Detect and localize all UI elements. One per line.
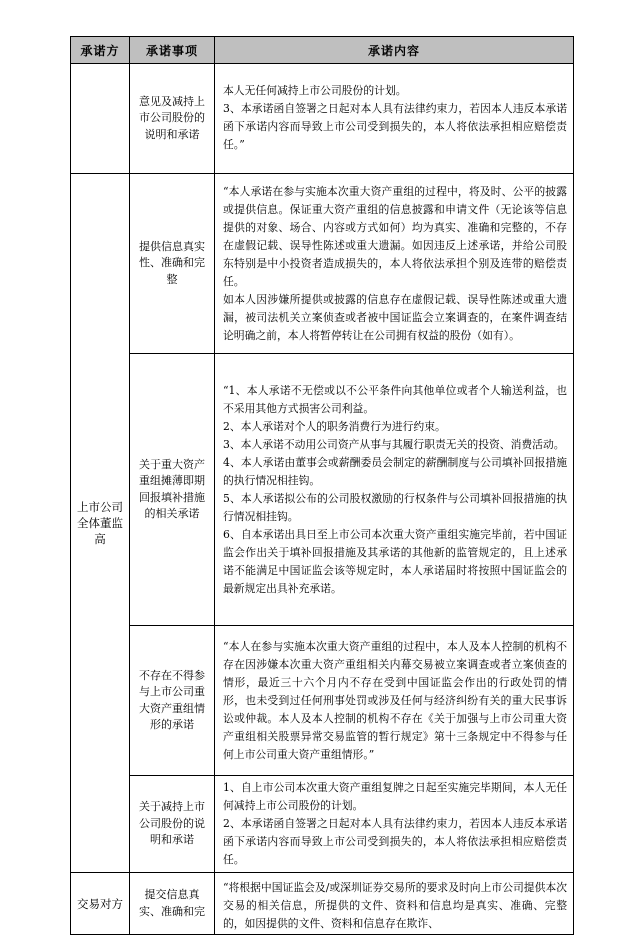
- table-row: [71, 64, 574, 174]
- table-row: [71, 174, 574, 354]
- content-clip: [223, 879, 567, 931]
- content-paragraph: 3、本承诺函自签署之日起对本人具有法律约束力，若因本人违反本承诺函下承诺内容而导致上市公司受到损失的，本人将依法承担相应赔偿责任。”: [223, 101, 567, 151]
- content-paragraph: “本人承诺在参与实施本次重大资产重组的过程中，将及时、公平的披露或提供信息。保证重大资产重组的信息披露和申请文件（无论该等信息提供的对象、场合、内容或方式如何）均为真实、准确和完整的，不存在虚假记载、误导性陈述或重大遗漏。如因违反上述承诺，并给公司股东特别是中小投资者造成损失的，本人将依法承担个别及连带的赔偿责任。: [223, 184, 567, 288]
- content-paragraph: 6、自本承诺出具日至上市公司本次重大资产重组实施完毕前，若中国证监会作出关于填补回报措施及其承诺的其他新的监管规定的，且上述承诺不能满足中国证监会该等规定时，本人承诺届时将按照中国证监会的最新规定出具补充承诺。: [223, 527, 567, 595]
- header-content: 承诺内容: [215, 37, 574, 64]
- content-paragraph: 2、本人承诺对个人的职务消费行为进行约束。: [223, 419, 446, 433]
- header-party: 承诺方: [71, 37, 130, 64]
- content-cell: [215, 776, 574, 873]
- item-cell: 意见及减持上市公司股份的说明和承诺: [130, 64, 215, 174]
- party-cell: 交易对方: [71, 873, 130, 935]
- table-row: [71, 873, 574, 935]
- table-row: [71, 354, 574, 626]
- content-paragraph: “1、本人承诺不无偿或以不公平条件向其他单位或者个人输送利益，也不采用其他方式损害公司利益。: [223, 383, 567, 415]
- content-paragraph: 3、本人承诺不动用公司资产从事与其履行职责无关的投资、消费活动。: [223, 437, 565, 451]
- item-cell: 不存在不得参与上市公司重大资产重组情形的承诺: [130, 626, 215, 776]
- content-cell: [215, 626, 574, 776]
- item-cell: 提供信息真实性、准确和完整: [130, 174, 215, 354]
- content-cell: [215, 64, 574, 174]
- content-paragraph: “本人在参与实施本次重大资产重组的过程中，本人及本人控制的机构不存在因涉嫌本次重大资产重组相关内幕交易被立案调查或者立案侦查的情形，最近三十六个月内不存在受到中国证监会作出的行政处罚的情形，也未受到过任何刑事处罚或涉及任何与经济纠纷有关的重大民事诉讼或仲裁。本人及本人控制的机构不存在《关于加强与上市公司重大资产重组相关股票异常交易监管的暂行规定》第十三条规定中不得参与任何上市公司重大资产重组情形。”: [223, 639, 567, 761]
- content-paragraph: “将根据中国证监会及/或深圳证券交易所的要求及时向上市公司提供本次交易的相关信息，所提供的文件、资料和信息均是真实、准确、完整的，如因提供的文件、资料和信息存在欺诈、: [223, 881, 567, 930]
- table-row: [71, 776, 574, 873]
- party-cell-empty: [71, 64, 130, 174]
- content-paragraph: 如本人因涉嫌所提供或披露的信息存在虚假记载、误导性陈述或重大遗漏，被司法机关立案侦查或者被中国证监会立案调查的，在案件调查结论明确之前，本人将暂停转让在公司拥有权益的股份（如有）。: [223, 292, 567, 342]
- content-paragraph: 2、本承诺函自签署之日起对本人具有法律约束力，若因本人违反本承诺函下承诺内容而导致上市公司受到损失的，本人将依法承担相应赔偿责任。: [223, 817, 567, 866]
- content-paragraph: 1、自上市公司本次重大资产重组复牌之日起至实施完毕期间，本人无任何减持上市公司股份的计划。: [223, 781, 567, 812]
- content-paragraph: 5、本人承诺拟公布的公司股权激励的行权条件与公司填补回报措施的执行情况相挂钩。: [223, 491, 567, 523]
- content-cell: [215, 873, 574, 935]
- content-cell: [215, 354, 574, 626]
- table-row: [71, 626, 574, 776]
- party-cell: 上市公司全体董监高: [71, 174, 130, 873]
- item-cell: 关于重大资产重组摊薄即期回报填补措施的相关承诺: [130, 354, 215, 626]
- commitment-table: [70, 36, 574, 935]
- header-item: 承诺事项: [130, 37, 215, 64]
- item-cell: 提交信息真实、准确和完: [130, 873, 215, 935]
- content-paragraph: 4、本人承诺由董事会或薪酬委员会制定的薪酬制度与公司填补回报措施的执行情况相挂钩。: [223, 455, 567, 487]
- table-header-row: [71, 37, 574, 64]
- item-cell: 关于减持上市公司股份的说明和承诺: [130, 776, 215, 873]
- content-paragraph: 本人无任何减持上市公司股份的计划。: [223, 83, 407, 97]
- content-cell: [215, 174, 574, 354]
